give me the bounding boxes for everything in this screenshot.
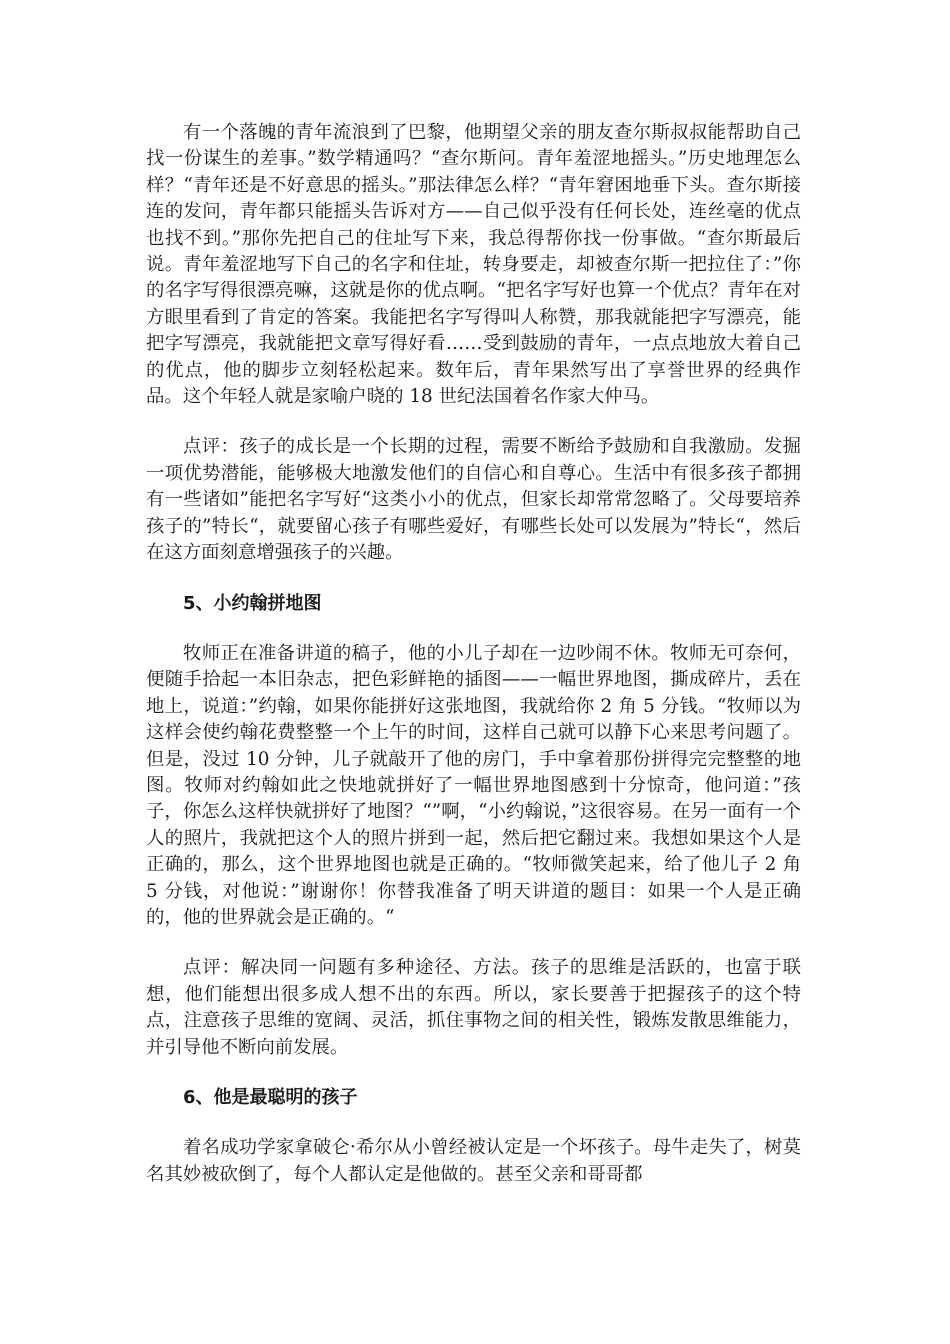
paragraph-gap [146,567,801,591]
story4-comment-paragraph: 点评：孩子的成长是一个长期的过程，需要不断给予鼓励和自我激励。发掘一项优势潜能，能够极大地激发他们的自信心和自尊心。生活中有很多孩子都拥有一些诸如”能把名字写好“这类小小的优点，但家长却常常忽略了。父母要培养孩子的”特长“，就要留心孩子有哪些爱好，有哪些长处可以发展为”特长“，然后在这方面刻意增强孩子的兴趣。 [146,436,801,564]
paragraph-gap [146,931,801,955]
paragraph-gap [146,410,801,434]
paragraph-gap [146,1111,801,1135]
story5-heading: 5、小约翰拼地图 [183,592,322,614]
paragraph-gap [146,1061,801,1085]
story5-comment-paragraph: 点评：解决同一问题有多种途径、方法。孩子的思维是活跃的，也富于联想，他们能想出很多成人想不出的东西。所以，家长要善于把握孩子的这个特点，注意孩子思维的宽阔、灵活，抓住事物之间的相关性，锻炼发散思维能力，并引导他不断向前发展。 [146,957,801,1058]
story6-heading: 6、他是最聪明的孩子 [183,1087,358,1108]
story5-body-paragraph: 牧师正在准备讲道的稿子，他的小儿子却在一边吵闹不休。牧师无可奈何，便随手拾起一本旧杂志，把色彩鲜艳的插图——一幅世界地图，撕成碎片，丢在地上，说道：”约翰，如果你能拼好这张地图，我就给你 2 角 5 分钱。“牧师以为这样会使约翰花费整整一个上午的时间，这样自己就可以静下心来思考问题了。但是，没过 10 分钟，儿子就敲开了他的房门，手中拿着那份拼得完完整整的地图。牧师对约翰如此之快地就拼好了一幅世界地图感到十分惊奇，他问道：”孩子，你怎么这样快就拼好了地图？“”啊，“小约翰说，”这很容易。在另一面有一个人的照片，我就把这个人的照片拼到一起，然后把它翻过来。我想如果这个人是正确的，那么，这个世界地图也就是正确的。“牧师微笑起来，给了他儿子 2 角 5 分钱，对他说：”谢谢你！你替我准备了明天讲道的题目：如果一个人是正确的，他的世界就会是正确的。“ [146,642,801,928]
story6-body-paragraph: 着名成功学家拿破仑·希尔从小曾经被认定是一个坏孩子。母牛走失了，树莫名其妙被砍倒了，每个人都认定是他做的。甚至父亲和哥哥都 [146,1137,801,1185]
paragraph-gap [146,617,801,641]
story4-body-paragraph: 有一个落魄的青年流浪到了巴黎，他期望父亲的朋友查尔斯叔叔能帮助自己找一份谋生的差事。”数学精通吗？“查尔斯问。青年羞涩地摇头。”历史地理怎么样？“青年还是不好意思的摇头。”那法律怎么样？“青年窘困地垂下头。查尔斯接连的发问，青年都只能摇头告诉对方——自己似乎没有任何长处，连丝毫的优点也找不到。”那你先把自己的住址写下来，我总得帮你找一份事做。“查尔斯最后说。青年羞涩地写下自己的名字和住址，转身要走，却被查尔斯一把拉住了：”你的名字写得很漂亮嘛，这就是你的优点啊。“把名字写好也算一个优点？青年在对方眼里看到了肯定的答案。我能把名字写得叫人称赞，那我就能把字写漂亮，能把字写漂亮，我就能把文章写得好看……受到鼓励的青年，一点点地放大着自己的优点，他的脚步立刻轻松起来。数年后，青年果然写出了享誉世界的经典作品。这个年轻人就是家喻户晓的 18 世纪法国着名作家大仲马。 [146,122,801,408]
document-page [146,120,801,1188]
